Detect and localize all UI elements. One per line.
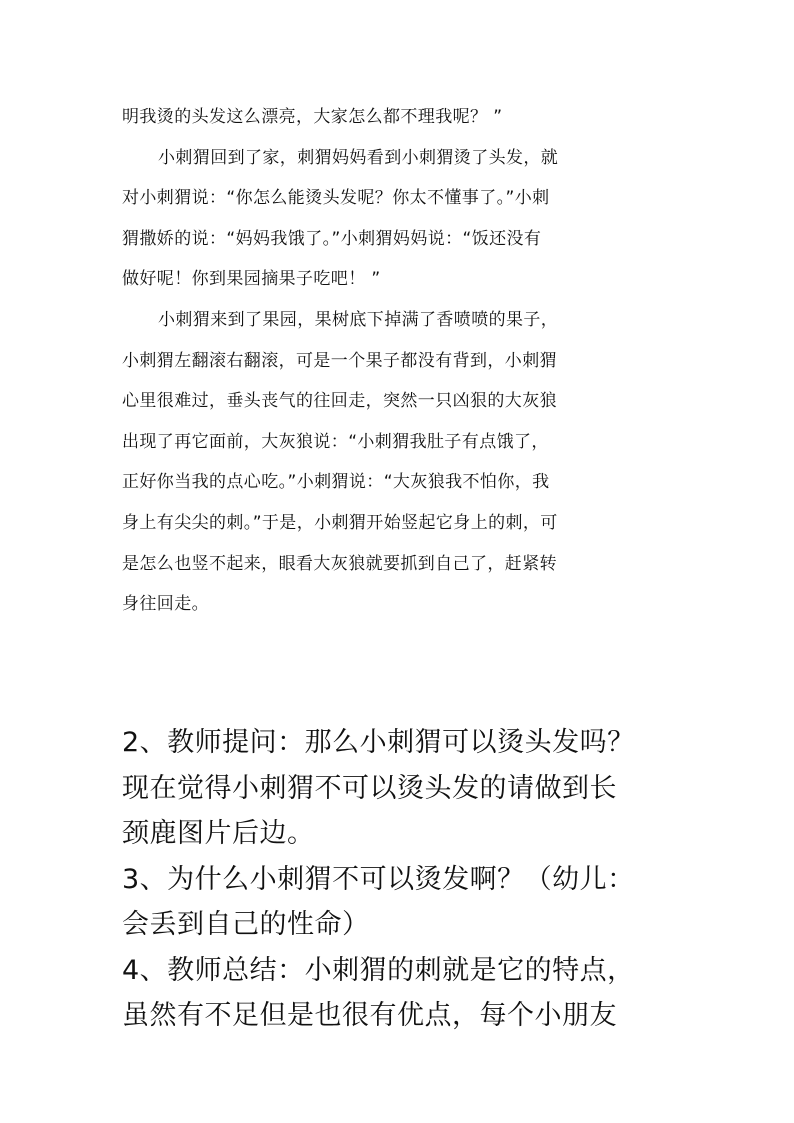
- story-line: 正好你当我的点心吃。”小刺猬说：“大灰狼我不怕你，我: [122, 472, 550, 493]
- story-paragraph-home: [122, 138, 667, 300]
- story-paragraph-continuation: [122, 97, 667, 138]
- story-line: 对小刺猬说：“你怎么能烫头发呢？你太不懂事了。”小刺: [122, 188, 550, 209]
- step-line: 颈鹿图片后边。: [122, 818, 315, 849]
- step-line: 现在觉得小刺猬不可以烫头发的请做到长: [122, 772, 617, 804]
- step-3: [122, 857, 667, 948]
- story-text: [122, 97, 667, 625]
- step-line: 4、教师总结：小刺猬的刺就是它的特点，: [122, 954, 635, 986]
- story-line: 小刺猬来到了果园，果树底下掉满了香喷喷的果子，: [158, 309, 559, 330]
- story-line: 出现了再它面前，大灰狼说：“小刺猬我肚子有点饿了，: [122, 431, 549, 452]
- story-paragraph-orchard: [122, 300, 667, 625]
- story-line: 身上有尖尖的刺。”于是，小刺猬开始竖起它身上的刺，可: [122, 512, 558, 533]
- step-line: 虽然有不足但是也很有优点，每个小朋友: [122, 1000, 617, 1031]
- teaching-steps: [122, 720, 667, 1039]
- step-line: 会丢到自己的性命）: [122, 909, 370, 940]
- story-line: 明我烫的头发这么漂亮，大家怎么都不理我呢？ ”: [122, 107, 503, 127]
- step-line: 3、为什么小刺猬不可以烫发啊？（幼儿：: [122, 863, 635, 895]
- story-line: 小刺猬左翻滚右翻滚，可是一个果子都没有背到，小刺猬: [122, 350, 557, 371]
- story-line: 做好呢！你到果园摘果子吃吧！ ”: [122, 269, 381, 290]
- story-line: 是怎么也竖不起来，眼看大灰狼就要抓到自己了，赶紧转: [122, 553, 557, 574]
- step-line: 2、教师提问：那么小刺猬可以烫头发吗？: [122, 727, 635, 758]
- story-line: 心里很难过，垂头丧气的往回走，突然一只凶狠的大灰狼: [122, 391, 557, 412]
- story-line: 身往回走。: [122, 594, 209, 615]
- story-line: 猬撒娇的说：“妈妈我饿了。”小刺猬妈妈说：“饭还没有: [122, 228, 542, 249]
- story-line: 小刺猬回到了家，刺猬妈妈看到小刺猬烫了头发，就: [158, 147, 559, 168]
- step-4: [122, 948, 667, 1039]
- step-2: [122, 720, 667, 857]
